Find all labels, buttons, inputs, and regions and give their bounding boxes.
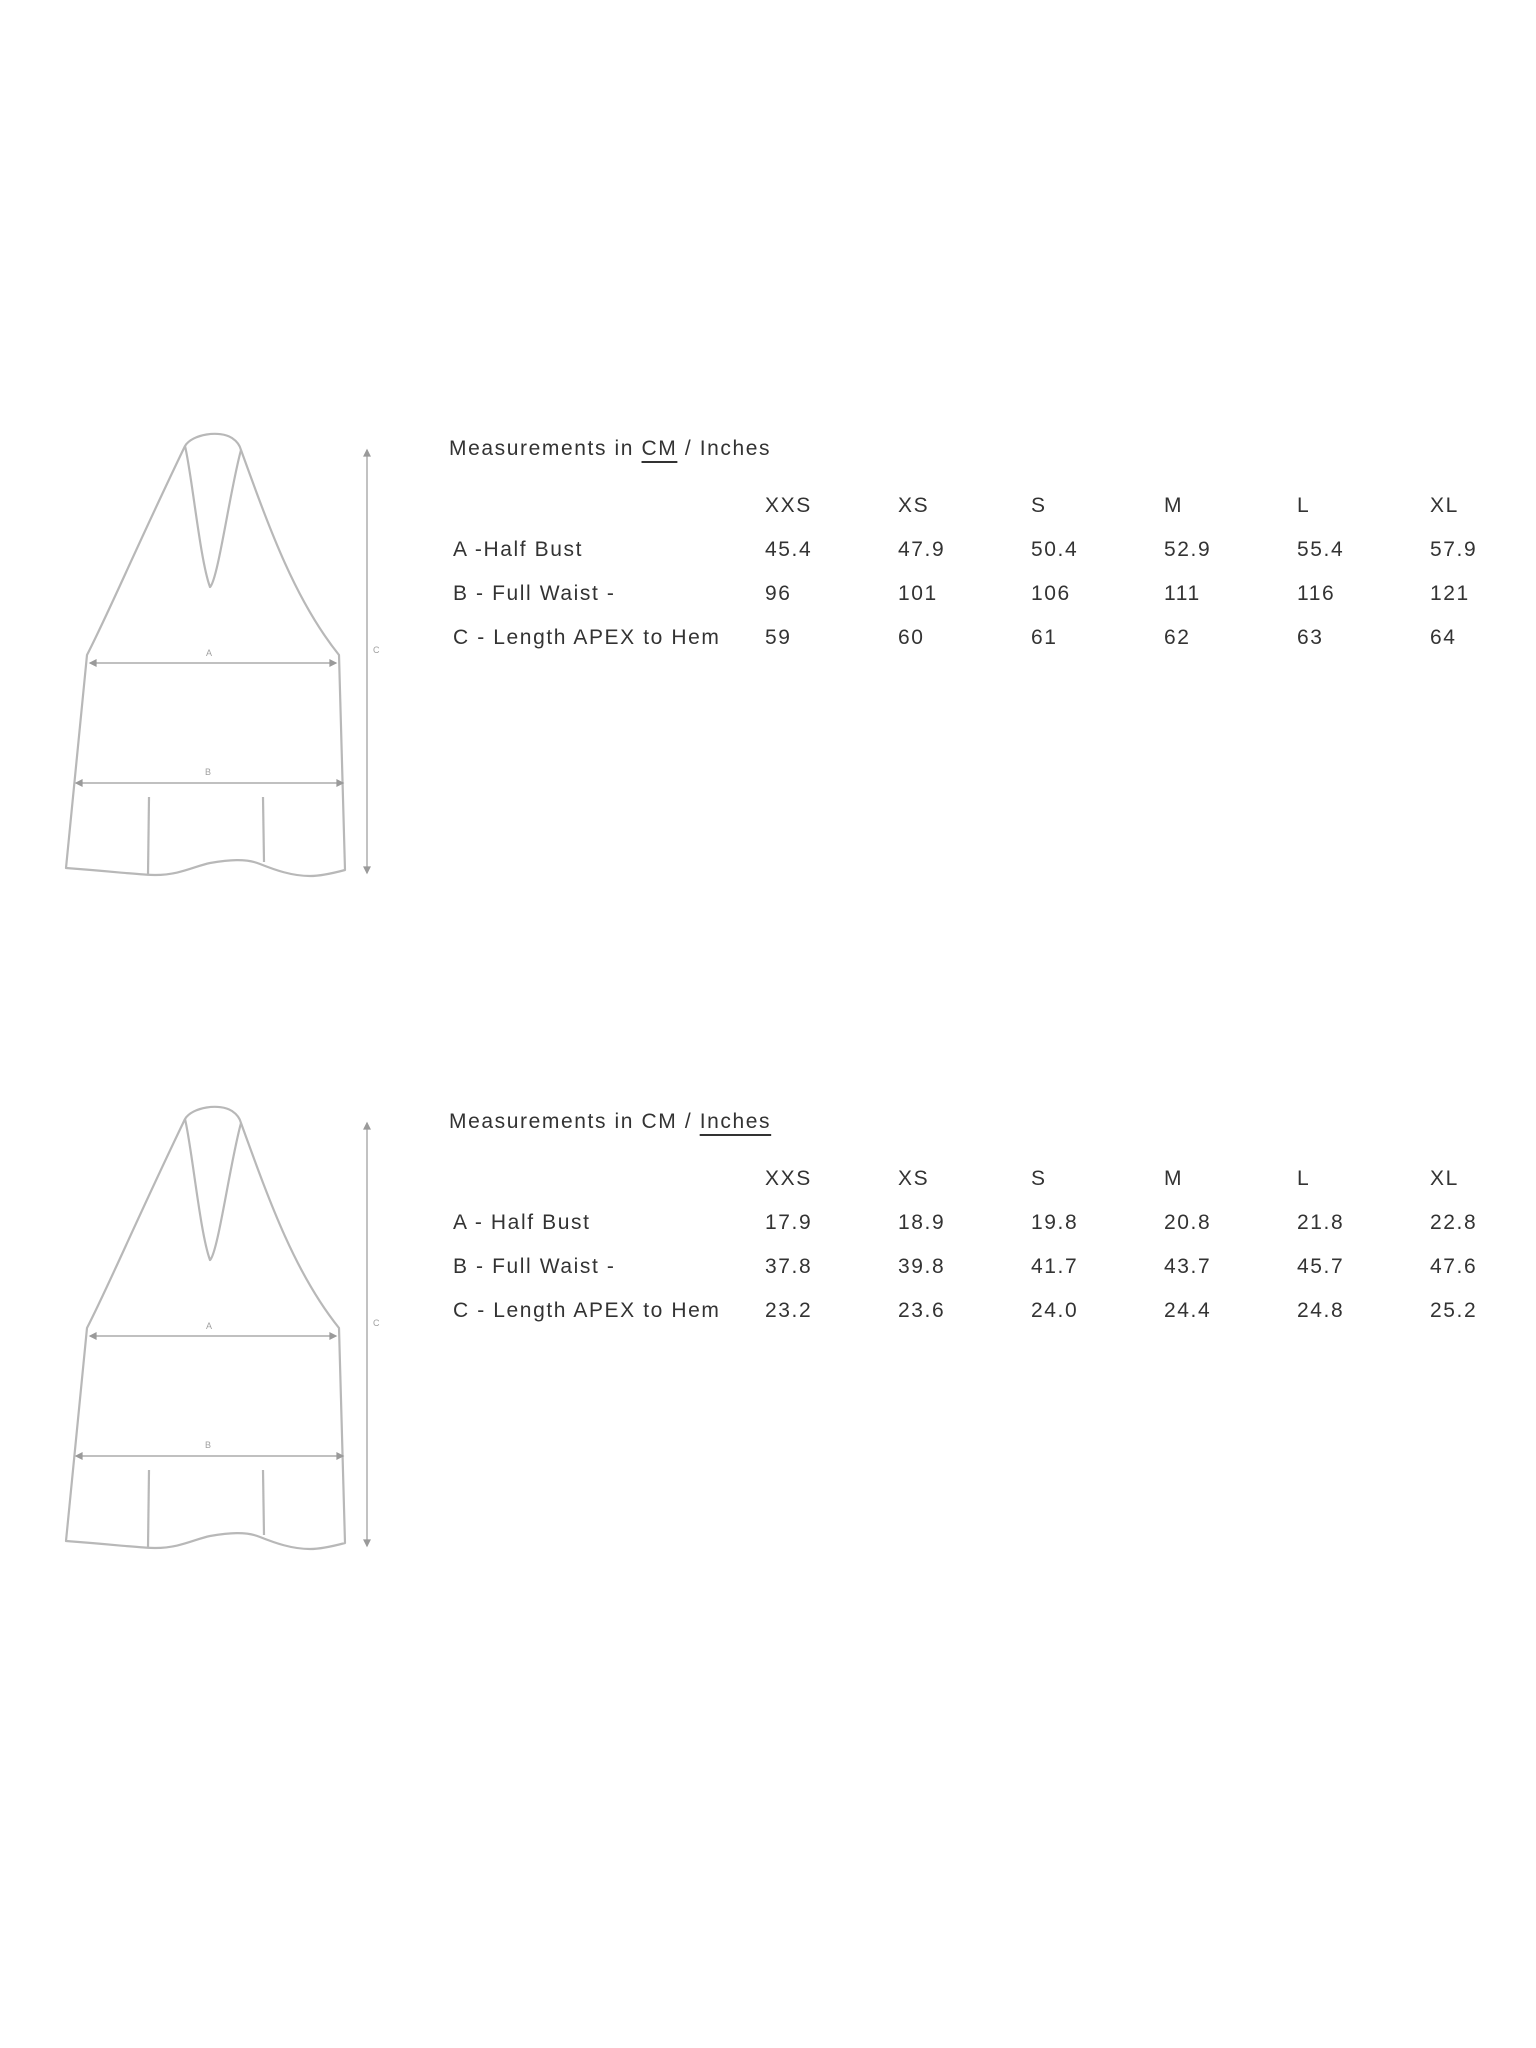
table-cell: 21.8 <box>1297 1211 1345 1234</box>
measure-a-label: A <box>206 648 213 658</box>
table-cell: 101 <box>898 582 938 605</box>
table-cell: 43.7 <box>1164 1255 1212 1278</box>
measure-a-arrow-left <box>90 660 96 666</box>
size-table-cm <box>449 484 1490 660</box>
measure-c-label: C <box>373 1318 380 1328</box>
size-header: L <box>1297 494 1311 517</box>
slit-left <box>148 1470 149 1548</box>
table-cell: 20.8 <box>1164 1211 1212 1234</box>
table-cell: 60 <box>898 626 925 649</box>
table-cell: 24.4 <box>1164 1299 1212 1322</box>
row-label: B - Full Waist - <box>453 582 616 605</box>
table-cell: 116 <box>1297 582 1336 605</box>
measurements-heading <box>449 1110 771 1134</box>
size-header: XS <box>898 1167 930 1190</box>
table-cell: 45.4 <box>765 538 813 561</box>
measure-b-arrow-left <box>76 1453 82 1459</box>
measure-c-arrow-top <box>364 450 370 456</box>
table-cell: 25.2 <box>1430 1299 1478 1322</box>
table-cell: 41.7 <box>1031 1255 1079 1278</box>
unit-toggle-inches[interactable]: Inches <box>699 437 772 460</box>
unit-separator: / <box>684 437 693 460</box>
measure-c-arrow-bottom <box>364 867 370 873</box>
neckline <box>185 446 241 587</box>
table-cell: 55.4 <box>1297 538 1345 561</box>
size-header: XL <box>1430 1167 1459 1190</box>
table-cell: 23.6 <box>898 1299 946 1322</box>
unit-separator: / <box>684 1110 693 1133</box>
table-cell: 37.8 <box>765 1255 813 1278</box>
table-cell: 22.8 <box>1430 1211 1478 1234</box>
table-cell: 61 <box>1031 626 1058 649</box>
size-header: S <box>1031 494 1047 517</box>
measure-b-label: B <box>205 767 212 777</box>
table-cell: 17.9 <box>765 1211 813 1234</box>
measure-a-arrow-left <box>90 1333 96 1339</box>
table-row <box>449 1245 1490 1289</box>
table-cell: 23.2 <box>765 1299 813 1322</box>
table-cell: 96 <box>765 582 792 605</box>
size-header: M <box>1164 1167 1184 1190</box>
size-header: XXS <box>765 494 812 517</box>
measure-a-arrow-right <box>330 660 336 666</box>
table-cell: 39.8 <box>898 1255 946 1278</box>
measure-c-label: C <box>373 645 380 655</box>
table-row <box>449 528 1490 572</box>
table-row <box>449 1201 1490 1245</box>
size-header: XS <box>898 494 930 517</box>
measure-a-arrow-right <box>330 1333 336 1339</box>
size-header: L <box>1297 1167 1311 1190</box>
table-row <box>449 616 1490 660</box>
row-label: C - Length APEX to Hem <box>453 626 721 649</box>
size-header-row <box>449 484 1490 528</box>
row-label: C - Length APEX to Hem <box>453 1299 721 1322</box>
size-header: XL <box>1430 494 1459 517</box>
table-cell: 24.8 <box>1297 1299 1345 1322</box>
heading-prefix: Measurements in <box>449 1110 635 1133</box>
row-label: A -Half Bust <box>453 538 584 561</box>
table-cell: 64 <box>1430 626 1457 649</box>
measurements-heading <box>449 437 771 461</box>
measure-b-label: B <box>205 1440 212 1450</box>
table-cell: 47.6 <box>1430 1255 1478 1278</box>
row-label: A - Half Bust <box>453 1211 591 1234</box>
table-cell: 50.4 <box>1031 538 1079 561</box>
table-cell: 63 <box>1297 626 1324 649</box>
table-cell: 106 <box>1031 582 1071 605</box>
table-row <box>449 1289 1490 1333</box>
neckline <box>185 1119 241 1260</box>
slit-left <box>148 797 149 875</box>
table-row <box>449 572 1490 616</box>
size-chart-inches <box>0 1103 1536 1573</box>
table-cell: 19.8 <box>1031 1211 1079 1234</box>
size-header: M <box>1164 494 1184 517</box>
table-cell: 111 <box>1164 582 1201 605</box>
table-cell: 57.9 <box>1430 538 1478 561</box>
heading-prefix: Measurements in <box>449 437 635 460</box>
size-table-inches <box>449 1157 1490 1333</box>
measure-c-arrow-bottom <box>364 1540 370 1546</box>
size-header-row <box>449 1157 1490 1201</box>
size-chart-cm <box>0 430 1536 900</box>
measure-a-label: A <box>206 1321 213 1331</box>
table-cell: 52.9 <box>1164 538 1212 561</box>
garment-diagram <box>60 1103 380 1563</box>
slit-right <box>263 797 264 862</box>
table-cell: 47.9 <box>898 538 946 561</box>
row-label-header <box>449 1157 765 1201</box>
table-cell: 121 <box>1430 582 1470 605</box>
table-cell: 18.9 <box>898 1211 946 1234</box>
unit-toggle-inches[interactable]: Inches <box>699 1110 772 1133</box>
unit-toggle-cm[interactable]: CM <box>641 1110 678 1133</box>
measure-c-arrow-top <box>364 1123 370 1129</box>
garment-diagram <box>60 430 380 890</box>
row-label: B - Full Waist - <box>453 1255 616 1278</box>
table-cell: 62 <box>1164 626 1191 649</box>
unit-toggle-cm[interactable]: CM <box>641 437 678 460</box>
slit-right <box>263 1470 264 1535</box>
table-cell: 59 <box>765 626 792 649</box>
size-header: XXS <box>765 1167 812 1190</box>
table-cell: 24.0 <box>1031 1299 1079 1322</box>
row-label-header <box>449 484 765 528</box>
size-header: S <box>1031 1167 1047 1190</box>
table-cell: 45.7 <box>1297 1255 1345 1278</box>
measure-b-arrow-left <box>76 780 82 786</box>
